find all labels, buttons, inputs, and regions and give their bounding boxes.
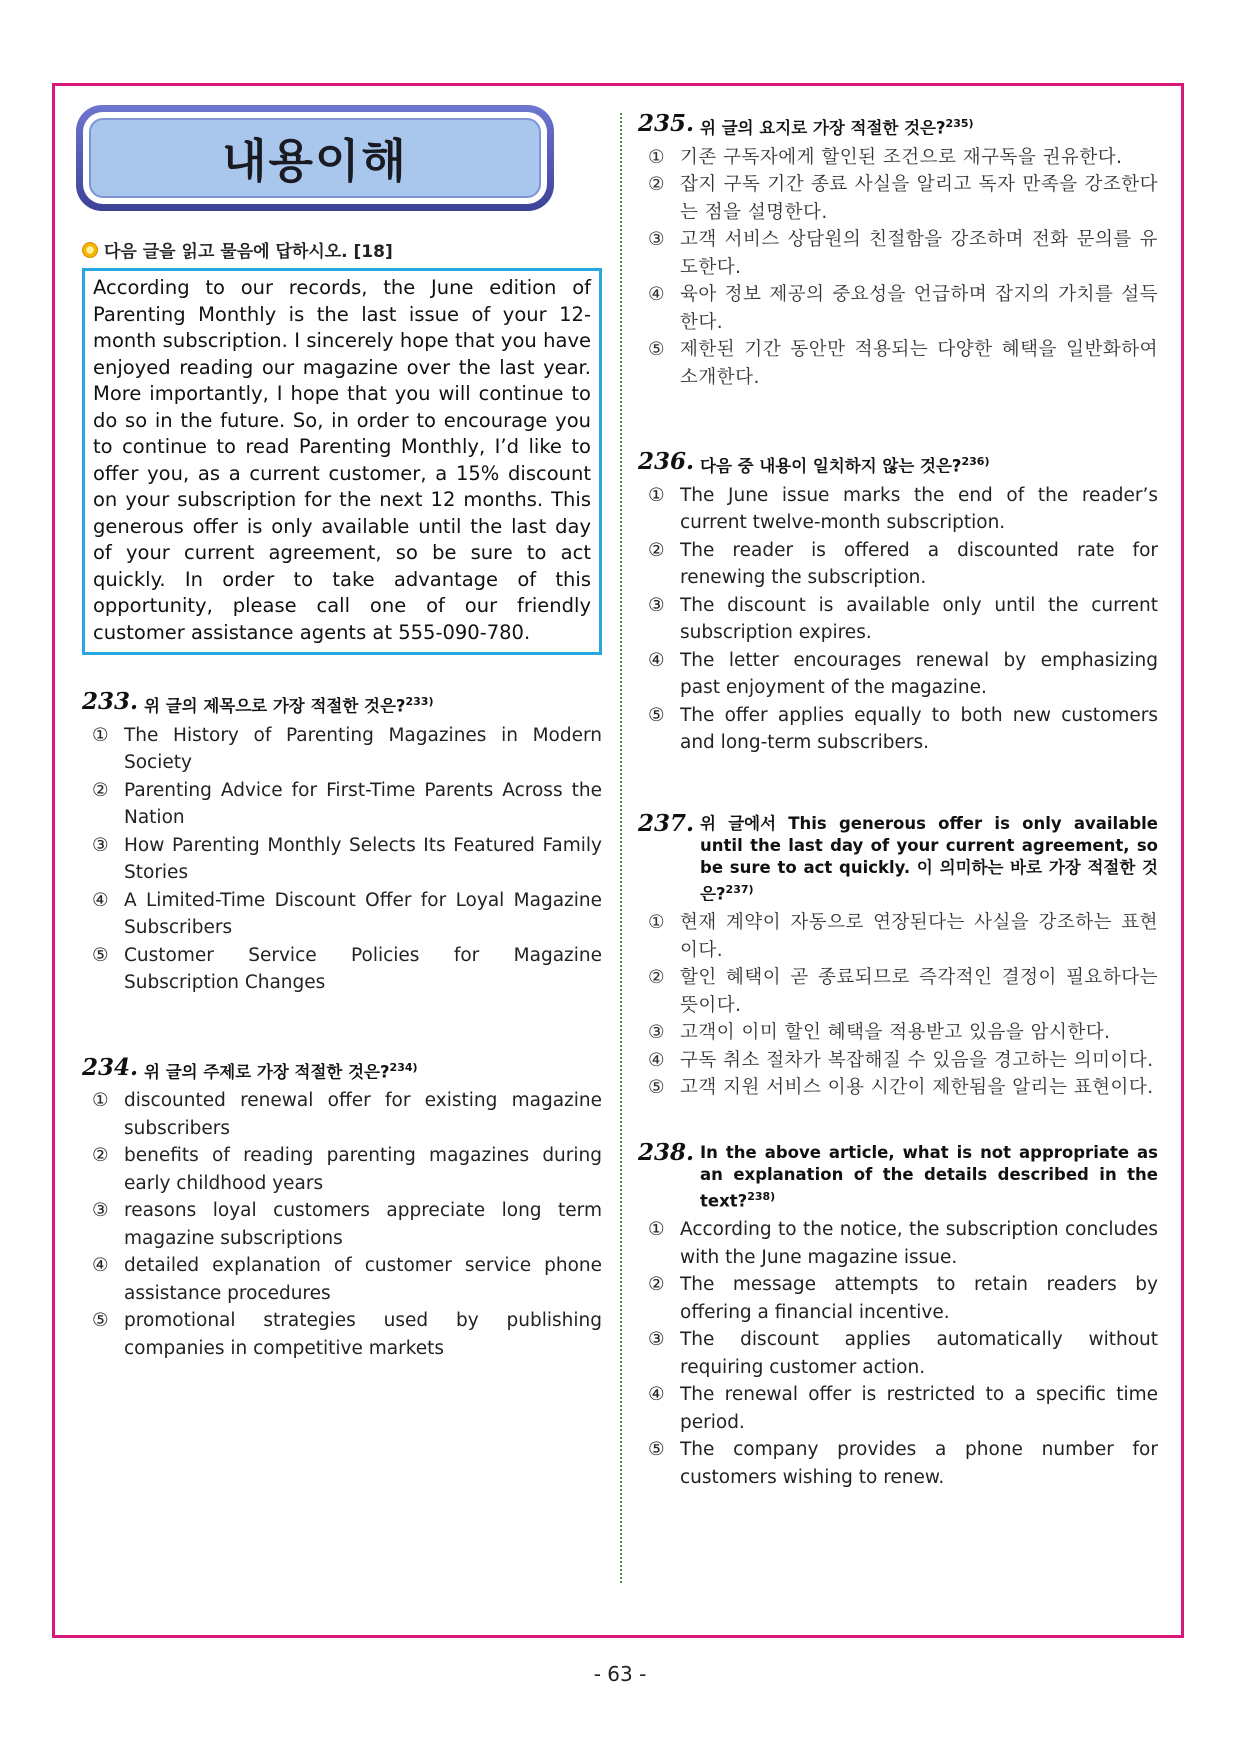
question-238 (638, 1138, 1158, 1492)
option[interactable]: ① 현재 계약이 자동으로 연장된다는 사실을 강조하는 표현이다. (648, 912, 1158, 961)
question-number: 237. (638, 809, 695, 837)
option-list (638, 482, 1158, 757)
option[interactable]: ① 기존 구독자에게 할인된 조건으로 재구독을 권유한다. (648, 146, 1123, 168)
option[interactable]: ③ The discount applies automatically without requiring customer action. (648, 1329, 1158, 1378)
right-column (638, 110, 1158, 1491)
option[interactable]: ⑤ promotional strategies used by publishing companies in competitive markets (92, 1310, 602, 1359)
option[interactable]: ⑤ Customer Service Policies for Magazine Subscription Changes (92, 944, 602, 993)
footnote-ref: 236) (961, 455, 990, 468)
option[interactable]: ④ A Limited-Time Discount Offer for Loyal Magazine Subscribers (92, 889, 602, 938)
flower-bullet-icon (82, 242, 98, 258)
option[interactable]: ④ The letter encourages renewal by emphasizing past enjoyment of the magazine. (648, 649, 1158, 698)
option[interactable]: ② 할인 혜택이 곧 종료되므로 즉각적인 결정이 필요하다는 뜻이다. (648, 967, 1158, 1016)
question-236 (638, 448, 1158, 757)
option[interactable]: ④ 육아 정보 제공의 중요성을 언급하며 잡지의 가치를 설득한다. (648, 284, 1158, 333)
question-text: 위 글에서 This generous offer is only available until the last day of your current agreement, so be sure to act quickly. 이 의미하는 바로 가장 적절한 것은? (700, 813, 1158, 903)
left-column (82, 105, 602, 1362)
question-234 (82, 1053, 602, 1363)
option-list (638, 909, 1158, 1102)
question-number: 238. (638, 1138, 695, 1166)
option[interactable]: ④ detailed explanation of customer service phone assistance procedures (92, 1255, 602, 1304)
option-list (638, 144, 1158, 392)
option-list (638, 1216, 1158, 1491)
question-text: 위 글의 주제로 가장 적절한 것은? (144, 1062, 390, 1081)
footnote-ref: 233) (405, 695, 434, 708)
option[interactable]: ① According to the notice, the subscription concludes with the June magazine issue. (648, 1219, 1158, 1268)
option[interactable]: ③ 고객이 이미 할인 혜택을 적용받고 있음을 암시한다. (648, 1022, 1111, 1043)
title-banner (76, 105, 554, 211)
question-text: 위 글의 요지로 가장 적절한 것은? (700, 118, 946, 138)
question-text: In the above article, what is not appropriate as an explanation of the details described in the text? (700, 1142, 1158, 1210)
option[interactable]: ⑤ 제한된 기간 동안만 적용되는 다양한 혜택을 일반화하여 소개한다. (648, 339, 1158, 388)
footnote-ref: 238) (747, 1189, 776, 1203)
question-235 (638, 110, 1158, 391)
footnote-ref: 237) (725, 882, 754, 896)
option[interactable]: ④ 구독 취소 절차가 복잡해질 수 있음을 경고하는 의미이다. (648, 1049, 1154, 1071)
option[interactable]: ③ 고객 서비스 상담원의 친절함을 강조하며 전화 문의를 유도한다. (648, 229, 1158, 278)
question-number: 235. (638, 110, 695, 137)
option[interactable]: ④ The renewal offer is restricted to a specific time period. (648, 1384, 1158, 1433)
option[interactable]: ① The History of Parenting Magazines in Modern Society (92, 724, 602, 773)
option-list (82, 1087, 602, 1362)
question-number: 236. (638, 448, 695, 475)
option[interactable]: ② Parenting Advice for First-Time Parents Across the Nation (92, 779, 602, 828)
option-list (82, 722, 602, 997)
instruction (82, 237, 602, 262)
question-233 (82, 688, 602, 997)
option[interactable]: ① The June issue marks the end of the reader’s current twelve-month subscription. (648, 484, 1158, 533)
footnote-ref: 235) (945, 117, 974, 130)
option[interactable]: ③ The discount is available only until the current subscription expires. (648, 594, 1158, 643)
question-237 (638, 809, 1158, 1102)
option[interactable]: ② The message attempts to retain readers by offering a financial incentive. (648, 1274, 1158, 1323)
option[interactable]: ② benefits of reading parenting magazines during early childhood years (92, 1145, 602, 1194)
option[interactable]: ① discounted renewal offer for existing magazine subscribers (92, 1090, 602, 1139)
option[interactable]: ② 잡지 구독 기간 종료 사실을 알리고 독자 만족을 강조한다는 점을 설명한다. (648, 174, 1158, 223)
option[interactable]: ⑤ The offer applies equally to both new customers and long-term subscribers. (648, 704, 1158, 753)
question-number: 233. (82, 688, 139, 715)
page-number: - 63 - (593, 1662, 647, 1686)
option[interactable]: ③ How Parenting Monthly Selects Its Featured Family Stories (92, 834, 602, 883)
option[interactable]: ⑤ 고객 지원 서비스 이용 시간이 제한됨을 알리는 표현이다. (648, 1077, 1154, 1098)
option[interactable]: ② The reader is offered a discounted rate for renewing the subscription. (648, 539, 1158, 588)
option[interactable]: ③ reasons loyal customers appreciate long term magazine subscriptions (92, 1200, 602, 1249)
option[interactable]: ⑤ The company provides a phone number for customers wishing to renew. (648, 1439, 1158, 1488)
footnote-ref: 234) (389, 1060, 418, 1074)
question-number: 234. (82, 1053, 139, 1081)
reading-passage: According to our records, the June edition of Parenting Monthly is the last issue of your 12-month subscription. I sincerely hope that you have enjoyed reading our magazine over the last year. More importantly, I hope that you will continue to do so in the future. So, in order to encourage you to continue to read Parenting Monthly, I’d like to offer you, as a current customer, a 15% discount on your subscription for the next 12 months. This generous offer is only available until the last day of your current agreement, so be sure to act quickly. In order to take advantage of this opportunity, please call one of our friendly customer assistance agents at 555-090-780. (82, 268, 602, 655)
section-title: 내용이해 (222, 134, 408, 188)
question-text: 다음 중 내용이 일치하지 않는 것은? (700, 456, 962, 476)
column-divider (620, 113, 622, 1583)
question-text: 위 글의 제목으로 가장 적절한 것은? (144, 696, 406, 716)
instruction-text: 다음 글을 읽고 물음에 답하시오. [18] (104, 242, 393, 262)
